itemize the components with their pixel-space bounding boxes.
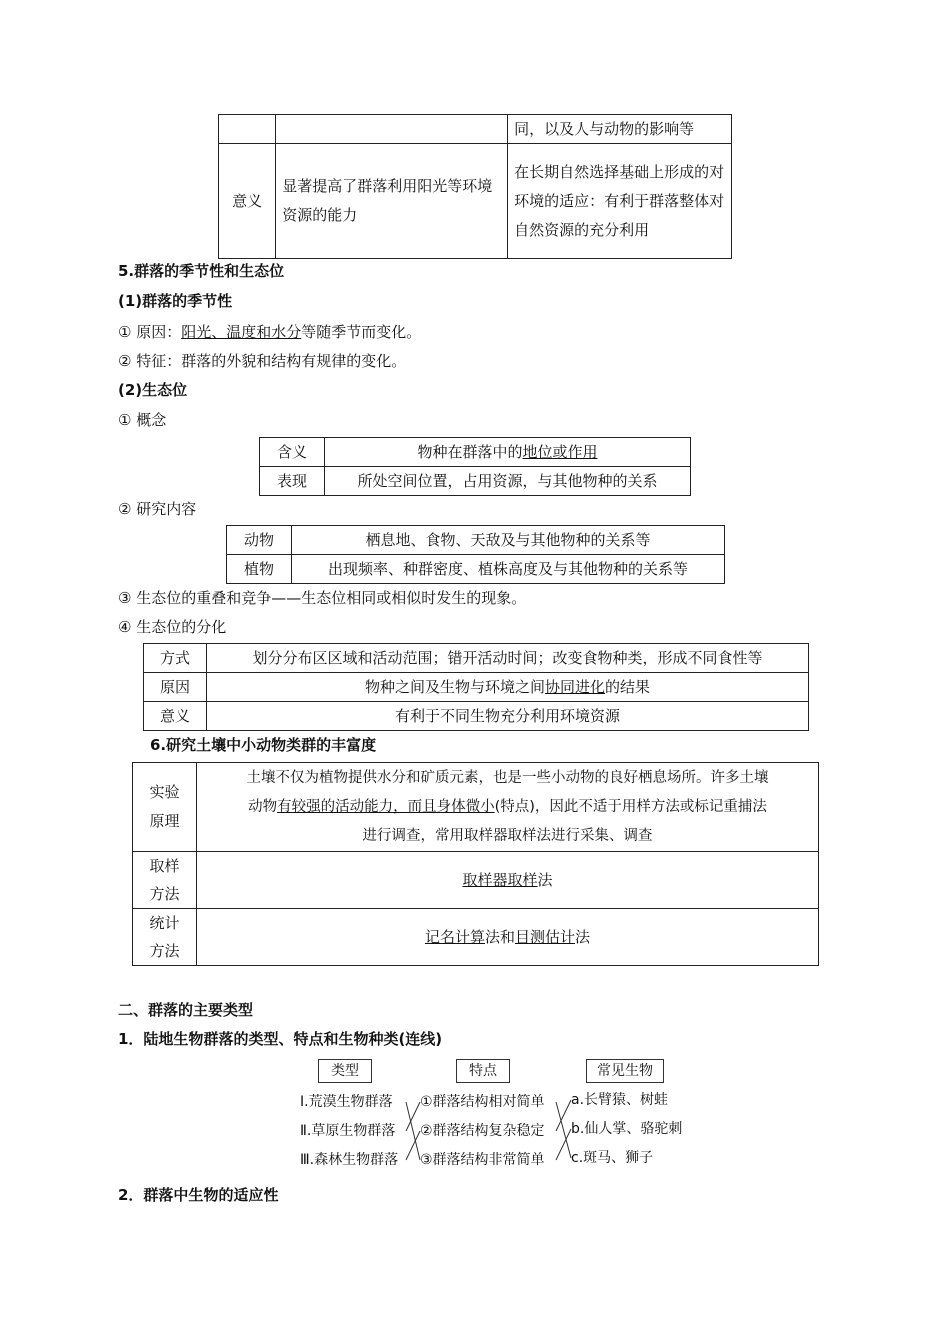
table-cell: 划分分布区区域和活动范围；错开活动时间；改变食物种类，形成不同食性等 xyxy=(207,644,809,673)
text-span: (特点)，因此不适于用样方法或标记重捕法 xyxy=(494,798,767,815)
text-line: 2．群落中生物的适应性 xyxy=(118,1186,279,1204)
table-cell: 在长期自然选择基础上形成的对环境的适应：有利于群落整体对自然资源的充分利用 xyxy=(508,144,732,259)
subsection-heading: (2)生态位 xyxy=(118,381,188,399)
connector-line xyxy=(406,1131,420,1160)
text-span: 等随季节而变化。 xyxy=(301,323,422,341)
diagram-header-feature: 特点 xyxy=(456,1059,510,1083)
underlined-text: 协同进化 xyxy=(544,678,605,696)
table-cell: 栖息地、食物、天敌及与其他物种的关系等 xyxy=(292,526,725,555)
cell-label: 原理 xyxy=(149,812,180,830)
text-line: ② 研究内容 xyxy=(118,500,197,518)
diagram-type-item: Ⅲ.森林生物群落 xyxy=(300,1152,399,1168)
connector-line xyxy=(556,1102,571,1158)
text-span: 物种在群落中的 xyxy=(417,443,523,461)
section-heading: 6.研究土壤中小动物类群的丰富度 xyxy=(150,736,377,754)
table-cell: 所处空间位置，占用资源，与其他物种的关系 xyxy=(325,467,691,496)
diagram-feature-item: ①群落结构相对简单 xyxy=(420,1094,545,1110)
subsection-heading: (1)群落的季节性 xyxy=(118,292,233,310)
text-line: 土壤不仅为植物提供水分和矿质元素，也是一些小动物的良好栖息场所。许多土壤 xyxy=(246,769,769,786)
table-cell: 动物 xyxy=(227,526,292,555)
table-cell: 同，以及人与动物的影响等 xyxy=(508,115,732,144)
text-line: 进行调查，常用取样器取样法进行采集、调查 xyxy=(362,827,653,844)
diagram-organism-item: a.长臂猿、树蛙 xyxy=(571,1092,669,1108)
diagram-feature-item: ②群落结构复杂稳定 xyxy=(420,1123,545,1139)
text-line: ② 特征：群落的外貌和结构有规律的变化。 xyxy=(118,352,407,370)
text-span: 法和 xyxy=(484,928,515,946)
table-cell: 含义 xyxy=(260,438,325,467)
section-heading: 5.群落的季节性和生态位 xyxy=(118,262,285,280)
table-cell: 有利于不同生物充分利用环境资源 xyxy=(207,702,809,731)
diagram-type-item: Ⅰ.荒漠生物群落 xyxy=(300,1094,393,1110)
connector-line xyxy=(406,1102,420,1160)
cell-label: 方法 xyxy=(149,885,180,903)
text-line: ④ 生态位的分化 xyxy=(118,618,227,636)
text-span: 的结果 xyxy=(605,678,651,696)
cell-label: 方法 xyxy=(149,942,180,960)
connector-line xyxy=(406,1102,420,1131)
table-cell: 意义 xyxy=(219,144,276,259)
text-span: 物种之间及生物与环境之间 xyxy=(364,678,545,696)
connector-line xyxy=(556,1100,571,1131)
underlined-text: 地位或作用 xyxy=(522,443,598,461)
text-line: ③ 生态位的重叠和竞争——生态位相同或相似时发生的现象。 xyxy=(118,589,527,607)
diagram-feature-item: ③群落结构非常简单 xyxy=(420,1152,545,1168)
table-cell: 方式 xyxy=(144,644,207,673)
table-cell: 显著提高了群落利用阳光等环境资源的能力 xyxy=(276,144,508,259)
table-cell: 出现频率、种群密度、植株高度及与其他物种的关系等 xyxy=(292,555,725,584)
diagram-header-organism: 常见生物 xyxy=(586,1059,664,1083)
underlined-text: 有较强的活动能力，而且身体微小 xyxy=(277,798,495,815)
cell-label: 实验 xyxy=(149,783,180,801)
underlined-text: 阳光、温度和水分 xyxy=(181,323,302,341)
underlined-text: 目测估计 xyxy=(515,928,576,946)
text-span: ① 原因： xyxy=(118,323,182,341)
underlined-text: 取样器取样 xyxy=(462,871,538,889)
diagram-type-item: Ⅱ.草原生物群落 xyxy=(300,1123,396,1139)
diagram-header-type: 类型 xyxy=(318,1059,372,1083)
table-cell: 意义 xyxy=(144,702,207,731)
text-span: 法 xyxy=(537,871,553,889)
table-cell: 原因 xyxy=(144,673,207,702)
text-line: ① 概念 xyxy=(118,411,167,429)
table-cell: 表现 xyxy=(260,467,325,496)
text-span: 法 xyxy=(575,928,591,946)
cell-label: 取样 xyxy=(149,857,180,875)
text-span: 动物 xyxy=(248,798,278,815)
underlined-text: 记名计算 xyxy=(424,928,485,946)
diagram-organism-item: b.仙人掌、骆驼刺 xyxy=(571,1121,683,1137)
connector-line xyxy=(556,1129,571,1160)
text-line: 1．陆地生物群落的类型、特点和生物种类(连线) xyxy=(118,1030,443,1048)
section-heading: 二、群落的主要类型 xyxy=(118,1001,254,1019)
table-cell: 植物 xyxy=(227,555,292,584)
cell-label: 统计 xyxy=(149,914,180,932)
diagram-organism-item: c.斑马、狮子 xyxy=(571,1150,654,1166)
